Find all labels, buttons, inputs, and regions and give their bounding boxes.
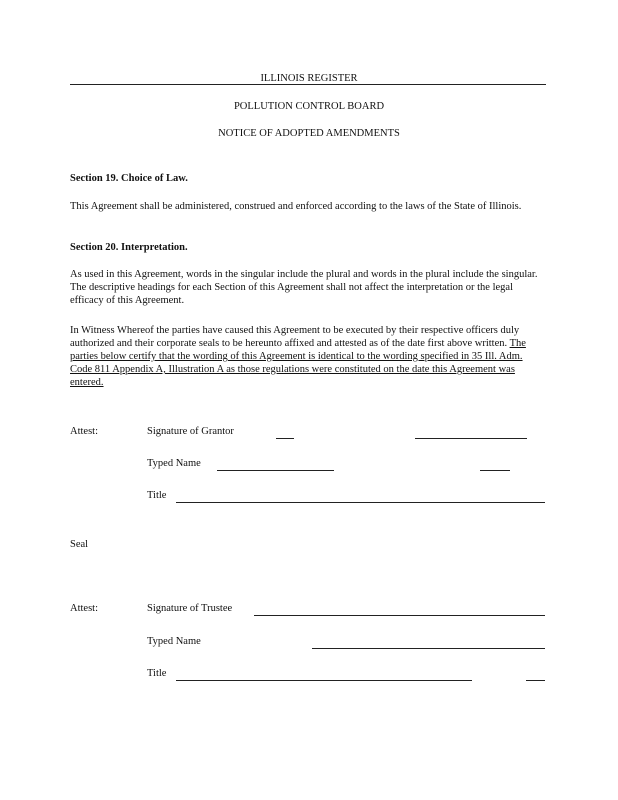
grantor-title-line[interactable] <box>176 502 545 503</box>
grantor-typed-name-label: Typed Name <box>147 458 201 469</box>
trustee-attest-label: Attest: <box>70 603 98 614</box>
trustee-typed-name-line[interactable] <box>312 648 545 649</box>
trustee-title-line[interactable] <box>176 680 472 681</box>
trustee-title-label: Title <box>147 668 167 679</box>
header-rule <box>70 84 546 85</box>
grantor-attest-label: Attest: <box>70 426 98 437</box>
grantor-signature-label: Signature of Grantor <box>147 426 234 437</box>
section-19-body: This Agreement shall be administered, construed and enforced according to the laws of the State of Illinois. <box>70 201 522 212</box>
grantor-signature-line[interactable] <box>276 438 294 439</box>
trustee-title-line-right[interactable] <box>526 680 545 681</box>
grantor-typed-name-line-right[interactable] <box>480 470 510 471</box>
section-20-heading: Section 20. Interpretation. <box>70 242 188 253</box>
grantor-typed-name-line[interactable] <box>217 470 334 471</box>
grantor-signature-line-right[interactable] <box>415 438 527 439</box>
register-title: ILLINOIS REGISTER <box>260 73 358 84</box>
trustee-signature-label: Signature of Trustee <box>147 603 233 614</box>
board-title: POLLUTION CONTROL BOARD <box>233 101 385 112</box>
trustee-typed-name-label: Typed Name <box>147 636 201 647</box>
seal-label: Seal <box>70 539 89 550</box>
section-19-heading: Section 19. Choice of Law. <box>70 173 188 184</box>
notice-title: NOTICE OF ADOPTED AMENDMENTS <box>218 128 400 139</box>
witness-text: In Witness Whereof the parties have caused this Agreement to be executed by their respective officers duly authorized and their corporate seals to be hereunto affixed and attested as of the date first above written. <box>70 325 520 349</box>
witness-paragraph <box>70 324 546 389</box>
trustee-signature-line[interactable] <box>254 615 545 616</box>
section-20-body: As used in this Agreement, words in the singular include the plural and words in the plural include the singular. The descriptive headings for each Section of this Agreement shall not affect the interpretation or the legal efficacy of this Agreement. <box>70 269 538 306</box>
witness-certification: The parties below certify that the wording of this Agreement is identical to the wording specified in 35 Ill. Adm. Code 811 Appendix A, Illustration A as those regulations were constituted on the date this Agreement was entered. <box>70 338 526 388</box>
grantor-title-label: Title <box>147 490 167 501</box>
